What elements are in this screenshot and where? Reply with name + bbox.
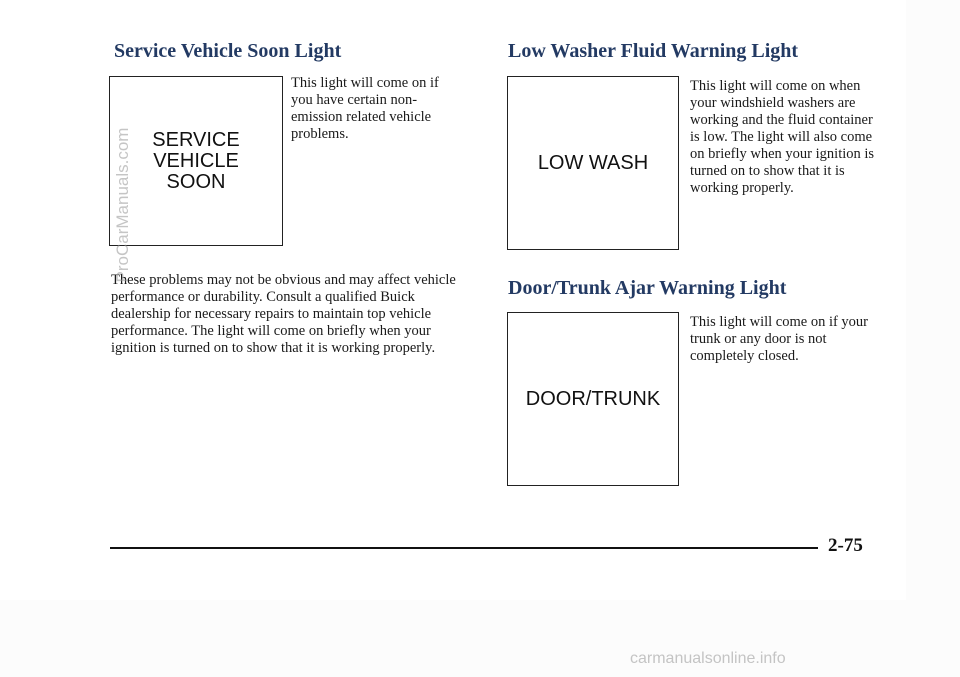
service-side-text: This light will come on if you have certain non-emission related vehicle problems. — [291, 75, 439, 142]
low-wash-lamp — [507, 76, 679, 250]
side-watermark: ProCarManuals.com — [113, 127, 132, 283]
service-body-text: These problems may not be obvious and may affect vehicle performance or durability. Consult a qualified Buick dealership for necessary repairs to maintain top vehicle performance. The light will come on briefly when your ignition is turned on to show that it is working properly. — [111, 272, 456, 356]
washer-heading: Low Washer Fluid Warning Light — [508, 40, 799, 62]
footer-rule — [110, 547, 818, 549]
service-heading: Service Vehicle Soon Light — [114, 40, 342, 62]
service-vehicle-soon-lamp — [109, 76, 283, 246]
door-trunk-lamp-label: DOOR/TRUNK — [525, 387, 661, 410]
page-number: 2-75 — [828, 535, 863, 556]
service-lamp-label: SERVICE VEHICLE SOON — [152, 128, 240, 193]
door-trunk-heading: Door/Trunk Ajar Warning Light — [508, 277, 787, 299]
washer-lamp-label: LOW WASH — [537, 151, 649, 174]
bottom-watermark: carmanualsonline.info — [630, 650, 786, 667]
door-trunk-side-text: This light will come on if your trunk or any door is not completely closed. — [690, 314, 869, 364]
washer-side-text: This light will come on when your windshield washers are working and the fluid container is low. The light will also come on briefly when your ignition is turned on to show that it is working properly. — [690, 78, 875, 196]
door-trunk-lamp — [507, 312, 679, 486]
